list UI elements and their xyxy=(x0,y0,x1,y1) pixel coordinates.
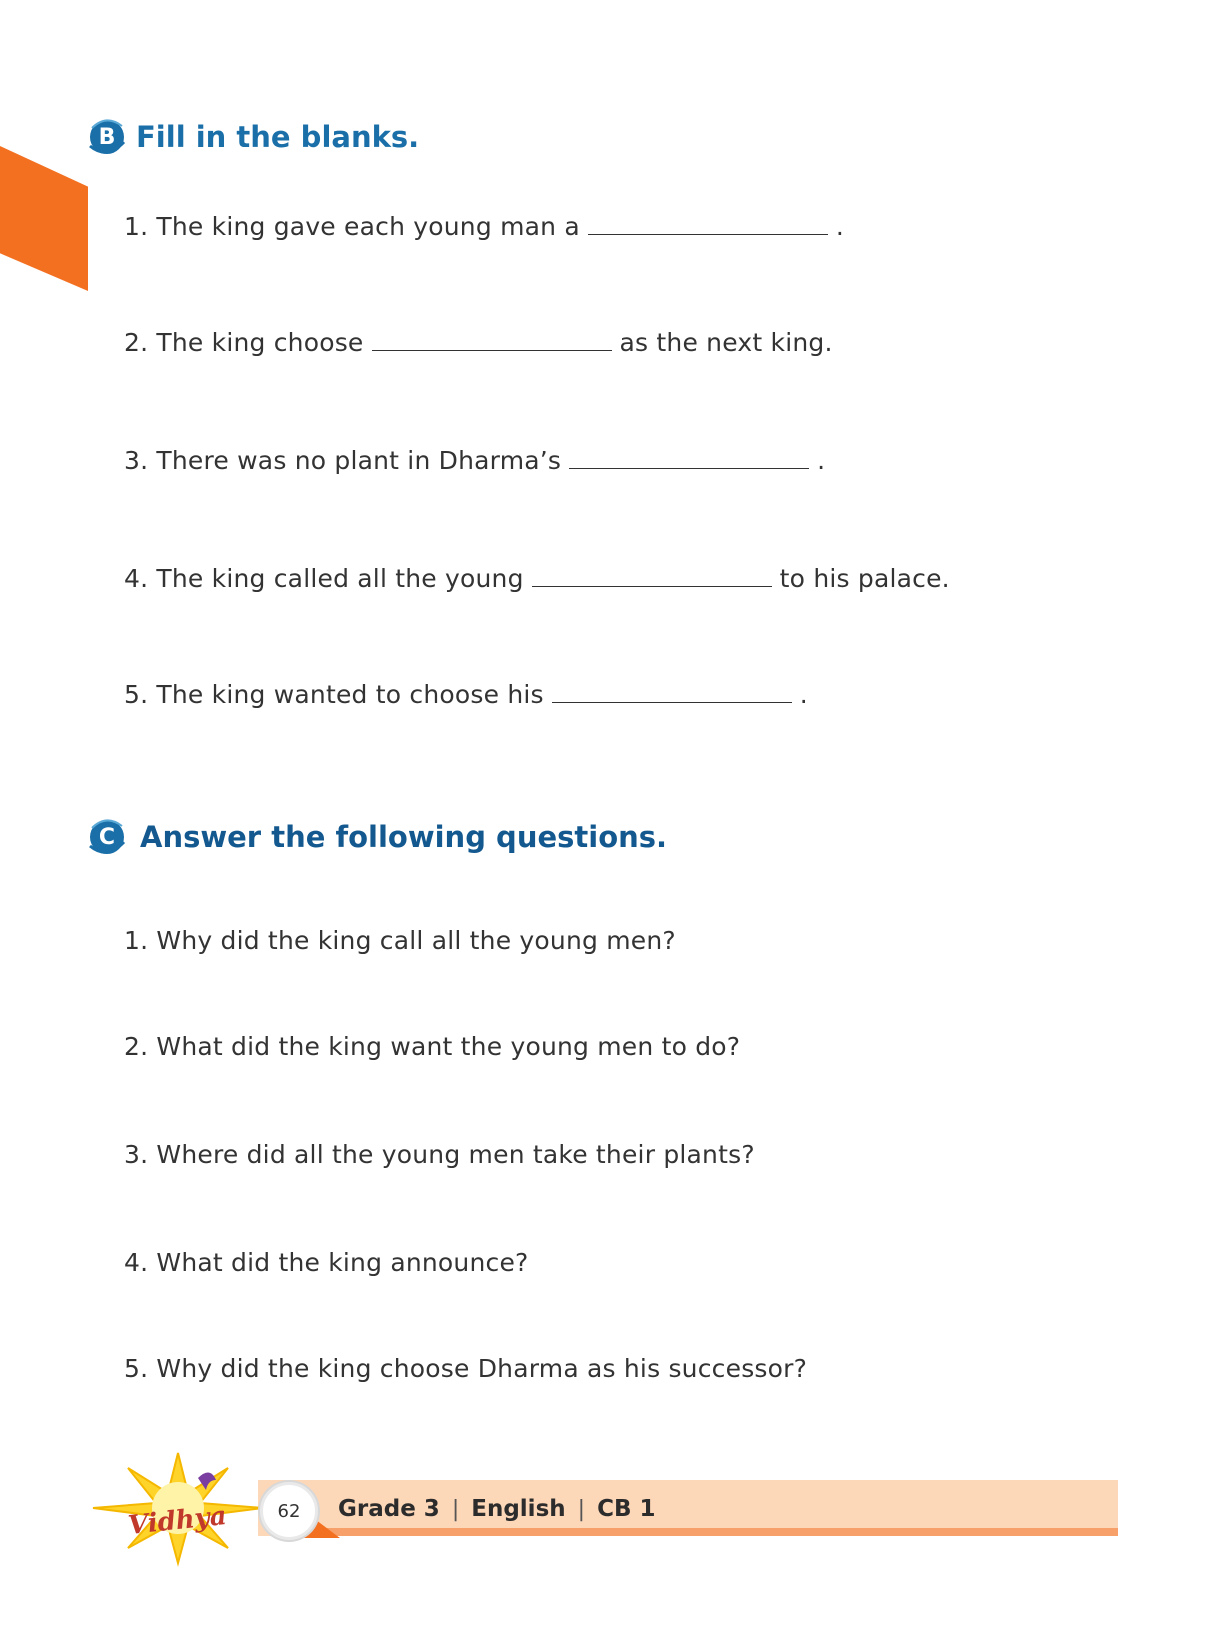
item-text-after: . xyxy=(817,446,826,475)
section-c-badge xyxy=(86,816,128,858)
section-c-title: Answer the following questions. xyxy=(140,820,668,854)
vidhya-logo xyxy=(88,1448,268,1568)
item-text-after: . xyxy=(799,680,808,709)
item-text: 4. The king called all the young xyxy=(124,564,524,593)
item-text: 1. The king gave each young man a xyxy=(124,212,580,241)
blank-line[interactable] xyxy=(372,328,612,351)
fill-blank-item-3 xyxy=(124,446,825,475)
question-item-3: 3. Where did all the young men take their plants? xyxy=(124,1140,755,1169)
section-c-heading xyxy=(86,816,667,858)
blank-line[interactable] xyxy=(588,212,828,235)
item-text-after: . xyxy=(835,212,845,241)
section-b-heading xyxy=(86,116,419,158)
footer-separator: | xyxy=(451,1496,460,1522)
item-text: 3. There was no plant in Dharma’s xyxy=(124,446,562,475)
page-number: 62 xyxy=(260,1482,318,1540)
question-item-5: 5. Why did the king choose Dharma as his successor? xyxy=(124,1354,808,1383)
fill-blank-item-5 xyxy=(124,680,808,709)
fill-blank-item-4 xyxy=(124,564,950,593)
footer-band-stripe xyxy=(300,1528,1118,1536)
question-item-4: 4. What did the king announce? xyxy=(124,1248,529,1277)
section-b-letter: B xyxy=(98,124,116,150)
item-text-after: as the next king. xyxy=(619,328,833,357)
footer-label xyxy=(338,1489,655,1529)
logo-text: Vidhya xyxy=(126,1500,228,1542)
fill-blank-item-1 xyxy=(124,212,844,241)
section-b-title: Fill in the blanks. xyxy=(136,120,420,154)
orange-corner-tab xyxy=(0,146,88,291)
footer-grade: Grade 3 xyxy=(338,1496,440,1522)
question-item-1: 1. Why did the king call all the young men? xyxy=(124,926,676,955)
footer-subject: English xyxy=(471,1496,566,1522)
footer-book: CB 1 xyxy=(597,1496,656,1522)
blank-line[interactable] xyxy=(552,680,792,703)
section-b-badge xyxy=(86,116,128,158)
footer-separator: | xyxy=(577,1496,586,1522)
blank-line[interactable] xyxy=(569,446,809,469)
item-text: 5. The king wanted to choose his xyxy=(124,680,544,709)
fill-blank-item-2 xyxy=(124,328,833,357)
section-c-letter: C xyxy=(98,824,116,850)
item-text-after: to his palace. xyxy=(779,564,950,593)
blank-line[interactable] xyxy=(532,564,772,587)
item-text: 2. The king choose xyxy=(124,328,364,357)
question-item-2: 2. What did the king want the young men to do? xyxy=(124,1032,741,1061)
